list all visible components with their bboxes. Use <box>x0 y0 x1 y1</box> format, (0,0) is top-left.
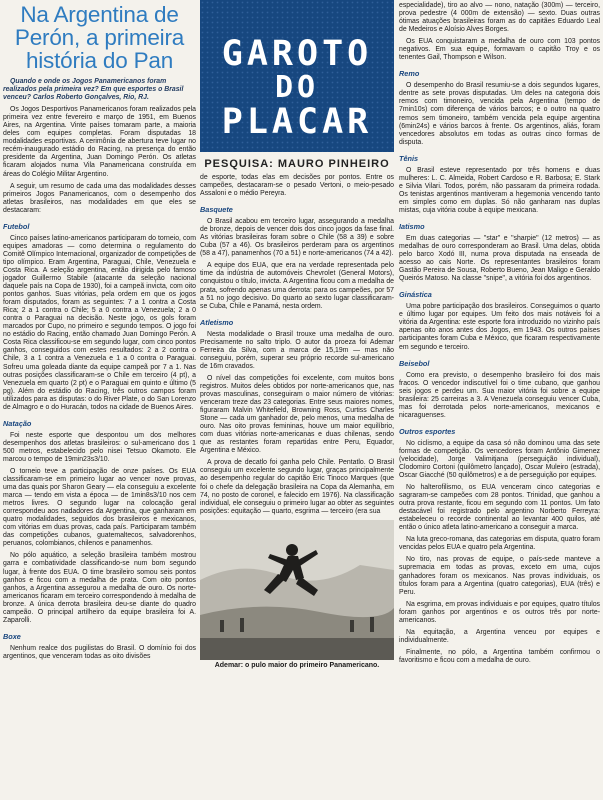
section-heading-iatismo: Iatismo <box>399 221 425 231</box>
outros-text: No tiro, nas provas de equipe, o país-sede manteve a supremacia em todas as provas, exceto em uma, cujos ganhadores foram os mexicanos. Nas provas individuais, os títulos foram para a Argentina (quatro categorias), EUA (três) e Peru. <box>399 556 600 596</box>
pentatlo-continued: especialidade), tiro ao alvo — nono, natação (300m) — terceiro, prova pedestre (4 000m de extensão) — sexto. Duas outras ótimas atuações brasileiras foram as do capitães Eduardo Leal de Medeiros e Aloísio Alves Borges. <box>399 2 600 34</box>
futebol-text: Cinco países latino-americanos participaram do torneio, com equipes amadoras — como determina o regulamento do Comitê Olímpico Internacional, organizador de competições de tipo olímpico. Eram Argentina, Paraguai, Chile, Venezuela e Costa Rica. A seleção argentina, então dirigida pelo famoso jogador Guillermo Stabile (atacante da seleção nacional daquele país na Copa de 1930), foi a campeã invicta, com oito pontos ganhos. Suas vitórias, pela ordem em que os jogos foram disputados, foram as seguintes: 7 a 1 contra a Costa Rica; 2 a 1 contra o Chile; 5 a 0 contra a Venezuela; 2 a 0 contra o Paraguai na decisão. Neste jogo, os gols foram marcados por Cupo, no primeiro e segundo tempos. O jogo foi no estádio do Racing, então chamado Juan Domingo Perón. A Costa Rica classificou-se em segundo lugar, com cinco pontos ganhos, conseguidos com estes resultados: 2 a 2 contra o Chile, 3 a 1 contra a Venezuela e 1 a 0 contra o Paraguai. Sofreu uma goleada diante da equipe campeã por 7 a 1. Nas outras posições classificaram-se o Chile em terceiro (4 pt), a Venezuela em quarto (2 pt) e o Paraguai em quinto e último (5 pg). Além do estádio do Racing, três outros campos foram utilizados para as disputas: o do River Plate, o do San Lorenzo de Almagro e o do Huracán, todos na cidade de Buenos Aires. <box>3 234 196 411</box>
boxe-continued: de esporte, todas elas em decisões por pontos. Entre os campeões, destacaram-se o pesado Vertoni, o meio-pesado Assaloni e o médio Pereyra. <box>200 174 394 198</box>
logo-line-2: DO <box>274 70 320 105</box>
outros-text: No ciclismo, a equipe da casa só não dominou uma das sete formas de competição. Os vencedores foram Antônio Gimenez (velocidade), Jorge Valimitjana (perseguição individual), Clodomiro Cortoni (quilômetro lançado), Oscar Muleiro (estrada), Oscar Giacché (50 quilômetros) e a de perseguição por equipes. <box>399 439 600 480</box>
section-heading-basquete: Basquete <box>200 205 233 215</box>
column-middle <box>200 0 394 800</box>
outros-text: No halterofilismo, os EUA venceram cinco categorias e sagraram-se campeões com 28 pontos. Trinidad, que ganhou a outra prova restante, ficou em segundo com 11 pontos. Um fato destacável foi registrado pelo argentino Norberto Ferreyra: estabeleceu o recorde continental ao levantar 400 quilos, até então o único atleta latino-americano a conseguir a marca. <box>399 484 600 532</box>
photo-illustration <box>200 520 394 660</box>
section-heading-natacao: Natação <box>3 418 32 428</box>
ginastica-text: Uma pobre participação dos brasileiros. Conseguimos o quarto e último lugar por equipes. Um feito dos mais notáveis foi a vitória da Argentina: este esporte fora introduzido no vizinho país apenas oito anos antes dos Jogos, em 1943. Os outros países participantes foram Cuba e México, que ficaram respectivamente em segundo e terceiro. <box>399 303 600 351</box>
section-heading-futebol: Futebol <box>3 221 30 231</box>
pentatlo-continued: Os EUA conquistaram a medalha de ouro com 103 pontos negativos. Em sua equipe, formavam o capitão Troy e os tenentes Gail, Thompson e Wilson. <box>399 38 600 62</box>
basquete-text: O Brasil acabou em terceiro lugar, assegurando a medalha de bronze, depois de vencer dois dos cinco jogos da fase final. As vitórias brasileiras foram sobre o Chile (58 a 39) e sobre Cuba (57 a 46). Os brasileiros perderam para os argentinos (58 a 47), panamenhos (70 a 51) e norte-americanos (74 a 42). <box>200 218 394 258</box>
outros-text: Na esgrima, em provas individuais e por equipes, quatro títulos foram ganhos por argentinos e os outros três por norte-americanos. <box>399 600 600 624</box>
section-heading-boxe: Boxe <box>3 631 21 641</box>
atletismo-text: O nível das competições foi excelente, com muitos bons registros. Muitos deles obtidos por norte-americanos que, nas provas masculinas, conseguiram o maior número de vitórias: venceram treze das 23 categorias. Entre seus maiores nomes, figuraram Malvin Whitefield, Browning Ross, Curtiss Charles Stone — cada um ganhador de, pelo menos, uma medalha de ouro. Nas oito provas femininas, houve um maior equilíbrio, com duas vitórias norte-americanas e duas chilenas, sendo que as restantes foram repartidas entre Peru, Equador, Argentina e México. <box>200 374 394 455</box>
remo-text: O desempenho do Brasil resumiu-se a dois segundos lugares, dentre as sete provas disputadas. Um deles na categoria dois remos com timoneiro, vencida pela Argentina (tempo de 7min10s) com diferença de vários barcos; e o outro na quatro remos sem timoneiro, também vencida pela equipe argentina (6min24s) e vários barcos à frente. Os argentinos, aliás, foram vencedores absolutos em todas as outras cinco formas de disputa. <box>399 82 600 146</box>
beisebol-text: Como era previsto, o desempenho brasileiro foi dos mais fracos. O vencedor indiscutível foi o time cubano, que ganhou seis jogos e perdeu um. Sua maior vitória foi sobre a equipe brasileira: 25 carreiras a 3. A Venezuela conseguiu vencer Cuba, mas foi derrotada pelos norte-americanos, mexicanos e nicaraguenses. <box>399 371 600 419</box>
intro-paragraph: Os Jogos Desportivos Panamericanos foram realizados pela primeira vez entre fevereiro e março de 1951, em Buenos Aires, na Argentina. Vinte países tomaram parte, a maioria deles com equipes completas. Foram disputadas 18 modalidades esportivas. A cerimônia de abertura teve lugar no recém-inaugurado estádio do Racing, na presença do então presidente da Argentina, Juan Domingo Perón. Os atletas ficaram alojados numa Vila Panamericana construída em áreas do Colégio Militar Argentino. <box>3 106 196 178</box>
athlete-photo <box>200 520 394 660</box>
atletismo-text: Nesta modalidade o Brasil trouxe uma medalha de ouro. Precisamente no salto triplo. O autor da proeza foi Ademar Ferreira da Silva, com a marca de 15,19m — mas não conseguiu, porém, superar seu próprio recorde sul-americano de 16m cravados. <box>200 330 394 370</box>
atletismo-text: A prova de decatlo foi ganha pelo Chile. Pentatlo. O Brasil conseguiu um excelente segundo lugar, graças principalmente ao desempenho regular do capitão Eric Tinoco Marques (que foi o chefe da delegação brasileira na Copa da Alemanha, em 74, no posto de coronel, e falecido em 1976). Na classificação individual, ele conseguiu o primeiro lugar ao obter as seguintes posições: equitação — quarto, esgrima — terceiro (era sua <box>200 459 394 515</box>
outros-text: Finalmente, no pólo, a Argentina também confirmou o favoritismo e ficou com a medalha de ouro. <box>399 648 600 664</box>
section-heading-beisebol: Beisebol <box>399 358 430 368</box>
outros-text: Na luta greco-romana, das categorias em disputa, quatro foram vencidas pelos EUA e quatro pela Argentina. <box>399 536 600 552</box>
byline: PESQUISA: MAURO PINHEIRO <box>204 158 390 170</box>
section-heading-tenis: Tênis <box>399 153 419 163</box>
section-heading-ginastica: Ginástica <box>399 290 432 300</box>
logo-line-3: PLACAR <box>221 102 373 142</box>
tenis-text: O Brasil esteve representado por três homens e duas mulheres: L. C. Almeida, Robert Cardoso e R. Barbosa; E. Stark e Silvia Vilari. Todos, porém, não passaram da primeira rodada. Os tenistas argentinos mantiveram a hegemonia vencendo tanto em simples como em duplas. Só não ganharam nas duplas mistas, cuja vitória coube à equipe mexicana. <box>399 166 600 214</box>
photo-caption: Ademar: o pulo maior do primeiro Panamericano. <box>214 661 380 669</box>
reader-question: Quando e onde os Jogos Panamericanos foram realizados pela primeira vez? Em que esportes o Brasil venceu? Carlos Roberto Gonçalves, Rio, RJ. <box>3 78 184 102</box>
column-logo <box>200 0 394 152</box>
section-heading-remo: Remo <box>399 69 420 79</box>
basquete-text: A equipe dos EUA, que era na verdade representada pelo time da indústria de automóveis Chevrolet (General Motors), conquistou o título, invicta. A Argentina ficou com a medalha de prata, sofrendo apenas uma derrota: para os campeões, por 57 a 51 no jogo decisivo. Do quarto ao sexto lugar classificaram-se Cuba, Chile e Panamá, nesta ordem. <box>200 262 394 310</box>
iatismo-text: Em duas categorias — "star" e "sharpie" (12 metros) — as medalhas de ouro corresponderam ao Brasil. Uma delas, obtida pelo barco Xodó III, numa prova disputada na enseada de acesso ao cais Norte. Os representantes brasileiros foram Gastão Pereira de Sousa, Roberto Bueno, Jean Maligo e Geraldo Queirós Matoso. Na classe "snipe", a vitória foi dos argentinos. <box>399 234 600 283</box>
column-right <box>399 0 600 800</box>
natacao-text: Foi neste esporte que despontou um dos melhores desempenhos dos atletas brasileiros: o sul-americano dos 1 500 metros, estabelecido pelo nisei Tetsuo Okamoto. Ele marcou o tempo de 19min23s3/10. <box>3 431 196 463</box>
boxe-text: Nenhum realce dos pugilistas do Brasil. O domínio foi dos argentinos, que venceram todas as oito divisões <box>3 644 196 660</box>
outros-text: Na equitação, a Argentina venceu por equipes e individualmente. <box>399 628 600 644</box>
logo-line-1: GAROTO <box>221 34 373 74</box>
section-heading-outros: Outros esportes <box>399 426 456 436</box>
intro-paragraph: A seguir, um resumo de cada uma das modalidades desses primeiros Jogos Panamericanos, com o desempenho dos atletas brasileiros, nas modalidades em que eles se destacaram: <box>3 182 196 214</box>
natacao-text: No pólo aquático, a seleção brasileira também mostrou garra e combatividade classificando-se num bom segundo lugar, à frente dos EUA. O time brasileiro somou seis pontos ganhos e ficou com a medalha de prata. Com oito pontos ganhos, a Argentina assegurou a medalha de ouro. Os norte-americanos ficaram em terceiro correspondendo à medalha de bronze. A única derrota brasileira deu-se diante do quadro campeão. O principal artilheiro da equipe brasileira foi A. Zaparolli. <box>3 552 196 624</box>
column-left <box>3 0 196 800</box>
article-title: Na Argentina de Perón, a primeira história do Pan <box>14 2 185 73</box>
section-heading-atletismo: Atletismo <box>200 317 234 327</box>
natacao-text: O torneio teve a participação de onze países. Os EUA classificaram-se em primeiro lugar ao vencer nove provas, uma das quais por Sharon Geary — ela conseguiu a excelente marca — tendo em vista a época — de 1min8s3/10 nos cem metros livres. O segundo lugar na colocação geral correspondeu aos nadadores da Argentina, que ganharam em quatro modalidades, seguidos dos brasileiros e mexicanos, com vitórias em duas provas, cada país. Participaram também das competições cubanos, guatemaltecos, salvadorenhos, peruanos, colombianos, chilenos e panamenhos. <box>3 467 196 548</box>
